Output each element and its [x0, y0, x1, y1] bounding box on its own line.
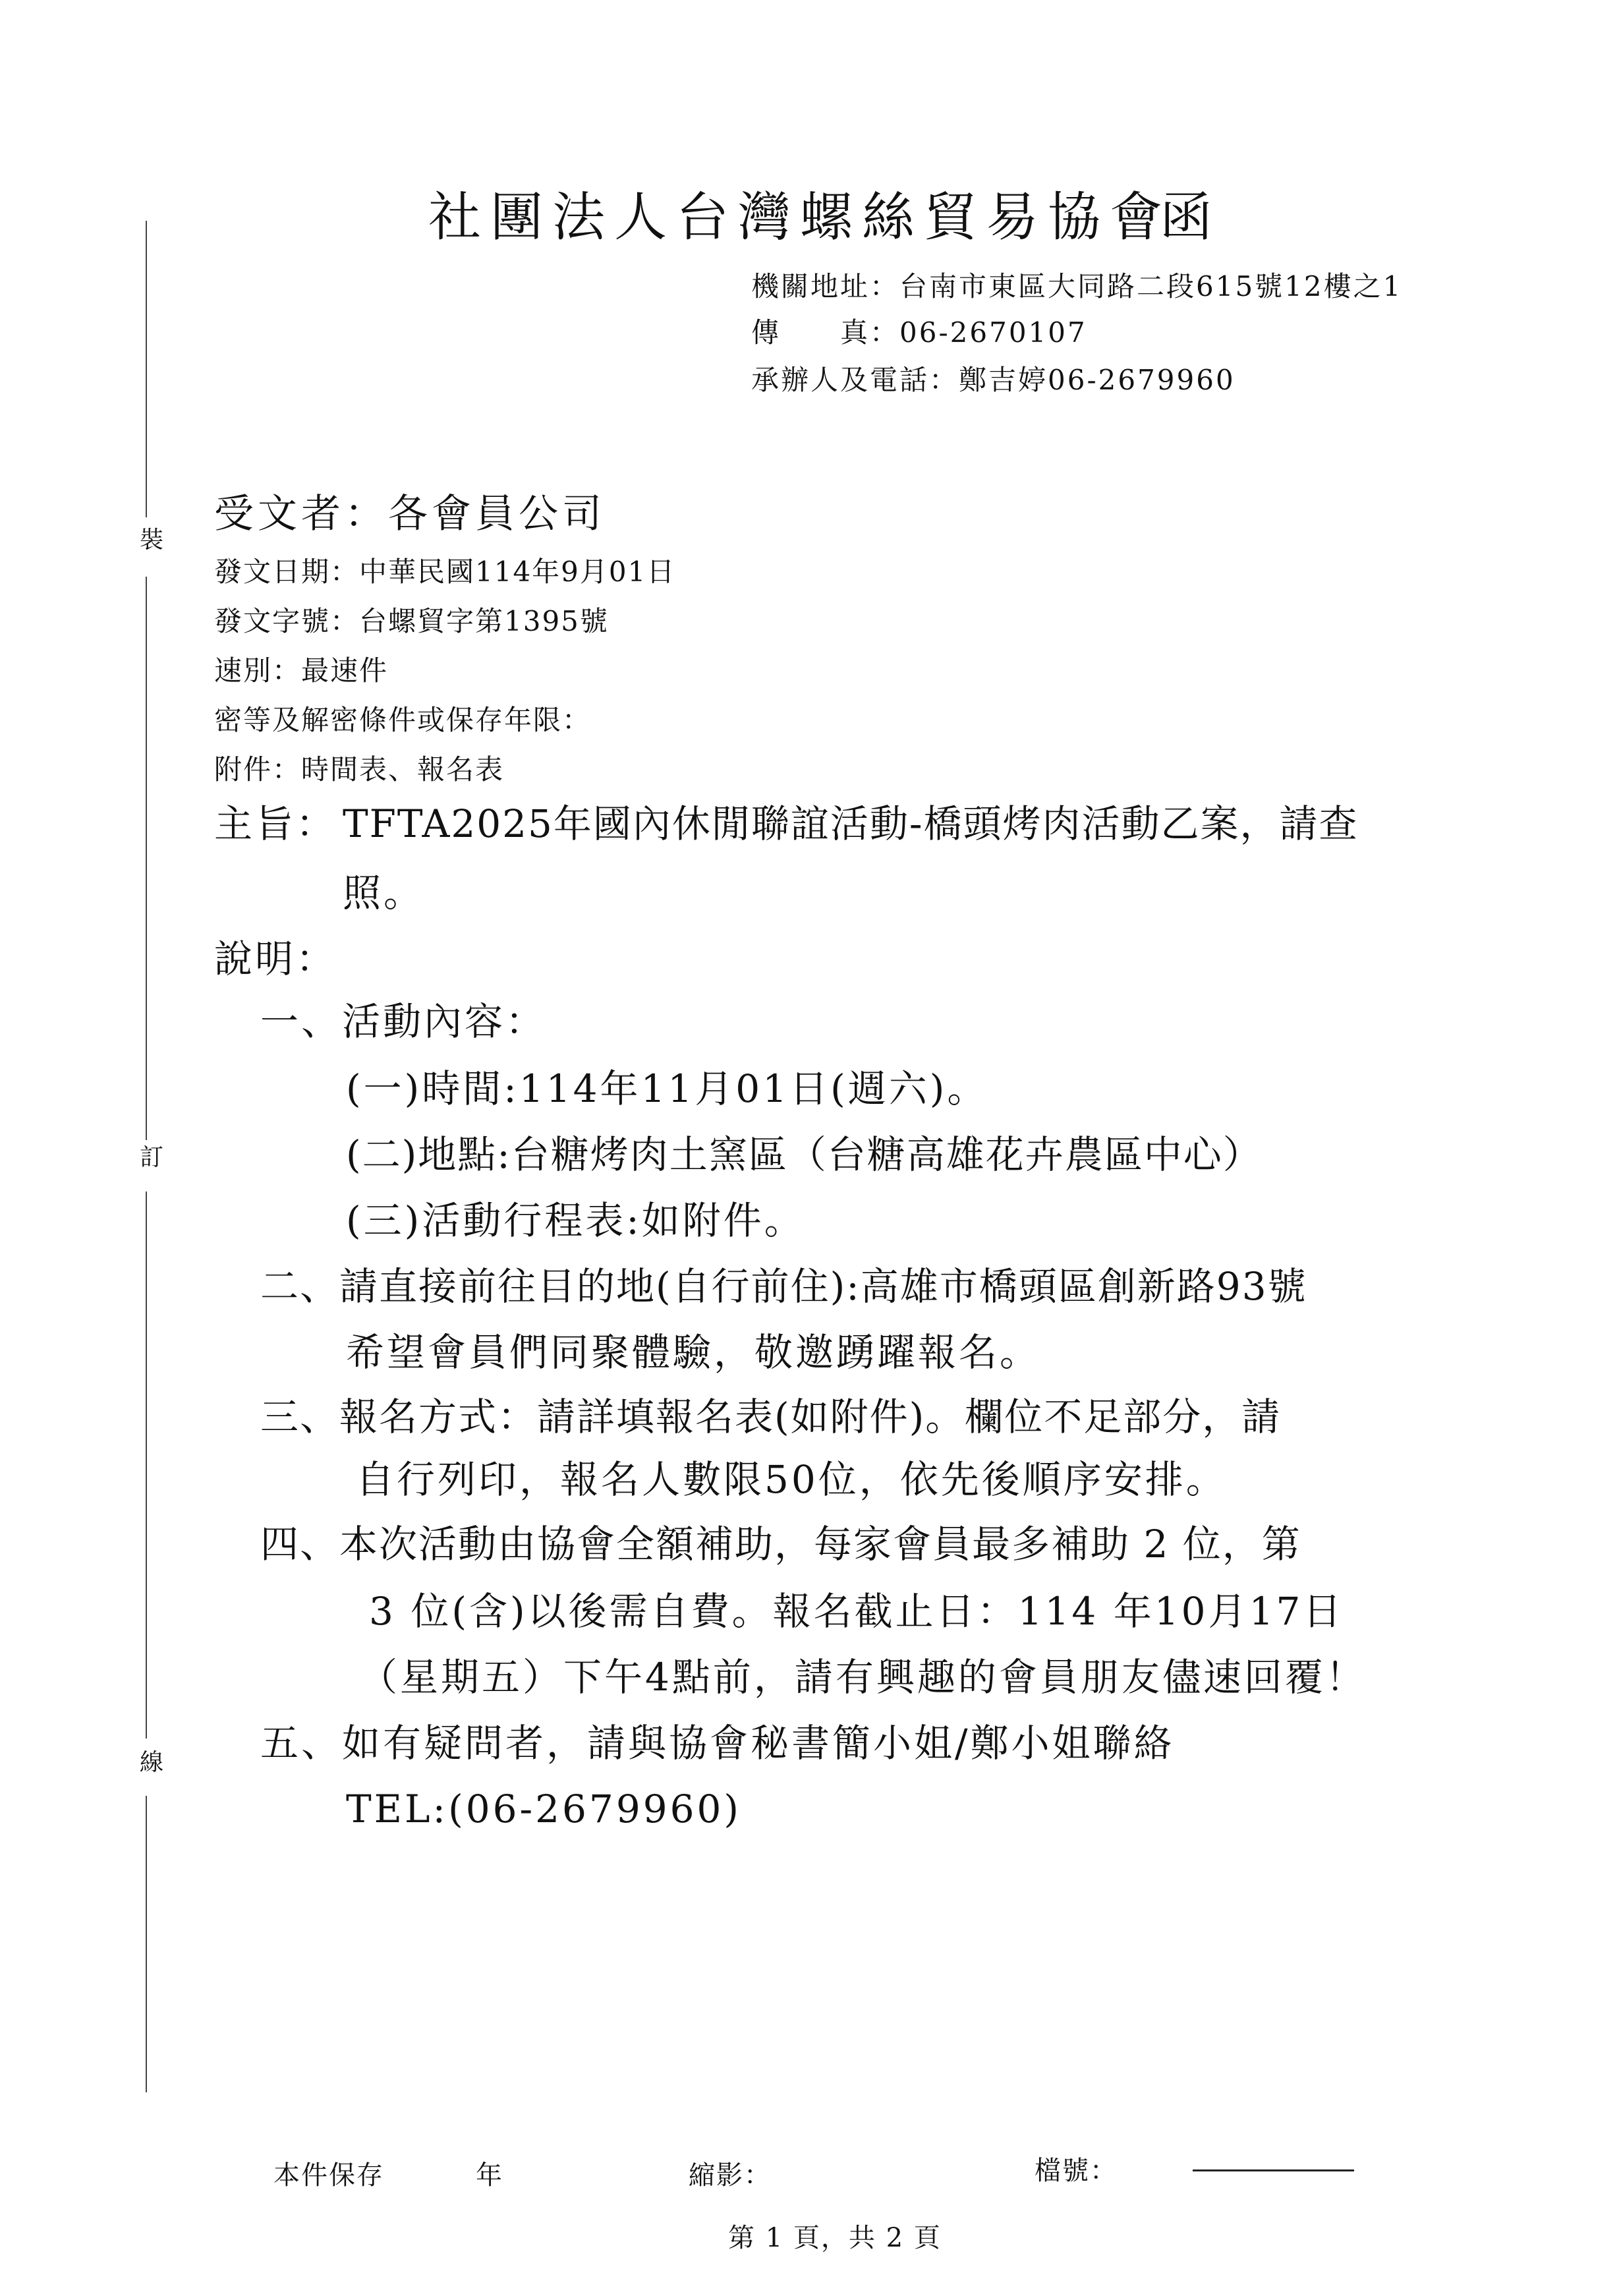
- binding-label-zhuang: 裝: [139, 527, 163, 554]
- subject-text-line1: TFTA2025年國內休閒聯誼活動-橋頭烤肉活動乙案，請查: [343, 801, 1359, 846]
- explanation-label: 說明：: [214, 936, 337, 981]
- binding-label-ding: 訂: [139, 1144, 163, 1171]
- item1-location: (二)地點:台糖烤肉土窯區（台糖高雄花卉農區中心）: [346, 1132, 1263, 1177]
- retention-label: 本件保存: [273, 2160, 384, 2191]
- fax-label: 傳 真：: [751, 316, 900, 349]
- file-number-blank-line: [1193, 2169, 1354, 2171]
- subject-text-line2: 照。: [343, 871, 425, 915]
- item1-heading: 一、活動內容：: [260, 999, 547, 1044]
- item2-line1: 二、請直接前往目的地(自行前住):高雄市橋頭區創新路93號: [260, 1264, 1307, 1309]
- org-address: 機關地址：台南市東區大同路二段615號12樓之1: [751, 270, 1403, 302]
- contact-line: 承辦人及電話：鄭吉婷06-2679960: [751, 364, 1236, 396]
- item2-line2: 希望會員們同聚體驗，敬邀踴躍報名。: [346, 1330, 1041, 1375]
- binding-label-xian: 線: [139, 1749, 163, 1776]
- item1-schedule: (三)活動行程表:如附件。: [346, 1198, 805, 1243]
- retention-year-label: 年: [476, 2160, 503, 2191]
- item4-line3: （星期五）下午4點前，請有興趣的會員朋友儘速回覆！: [359, 1655, 1367, 1700]
- item4-line1: 四、本次活動由協會全額補助，每家會員最多補助 2 位，第: [260, 1522, 1301, 1566]
- secrecy-level: 密等及解密條件或保存年限：: [214, 704, 592, 736]
- doc-number: 發文字號：台螺貿字第1395號: [214, 605, 609, 637]
- binding-line-lower-mid: [146, 1191, 147, 1738]
- subject-label: 主旨：: [214, 801, 337, 846]
- item5-line1: 五、如有疑問者，請與協會秘書簡小姐/鄭小姐聯絡: [260, 1721, 1175, 1765]
- org-title: 社團法人台灣螺絲貿易協會: [428, 187, 1172, 248]
- issue-date: 發文日期：中華民國114年9月01日: [214, 556, 676, 588]
- item4-line2: 3 位(含)以後需自費。報名截止日：114 年10月17日: [369, 1589, 1344, 1634]
- item3-line1: 三、報名方式：請詳填報名表(如附件)。欄位不足部分，請: [260, 1394, 1282, 1439]
- binding-line-upper-mid: [146, 577, 147, 1140]
- attachments: 附件：時間表、報名表: [214, 753, 505, 786]
- file-number-label: 檔號：: [1035, 2156, 1118, 2186]
- binding-line-top: [146, 221, 147, 517]
- microfilm-label: 縮影：: [689, 2160, 772, 2191]
- fax-line: [751, 313, 1087, 353]
- fax-value: 06-2670107: [899, 316, 1087, 349]
- page-info: 第 1 頁，共 2 頁: [728, 2223, 942, 2253]
- item5-tel: TEL:(06-2679960): [346, 1787, 742, 1831]
- item1-time: (一)時間:114年11月01日(週六)。: [346, 1066, 988, 1111]
- speed-class: 速別：最速件: [214, 654, 389, 687]
- doc-type: 函: [1160, 187, 1212, 248]
- recipient: 受文者：各會員公司: [214, 491, 606, 537]
- binding-line-bottom: [146, 1796, 147, 2092]
- item3-line2: 自行列印，報名人數限50位，依先後順序安排。: [356, 1457, 1227, 1502]
